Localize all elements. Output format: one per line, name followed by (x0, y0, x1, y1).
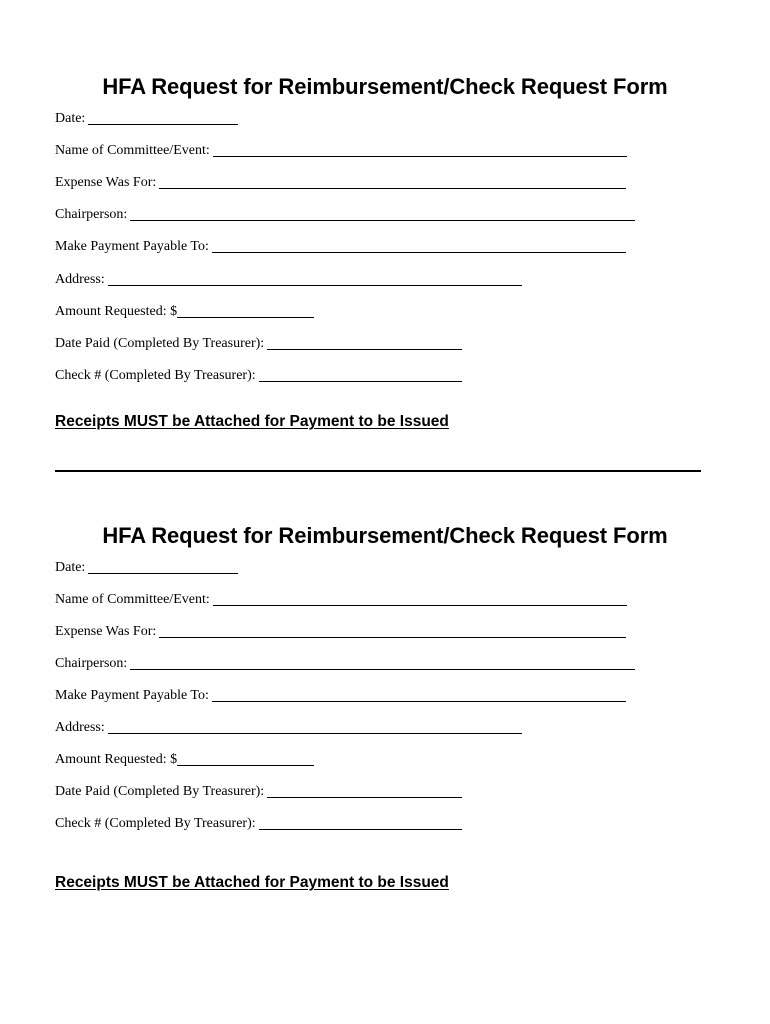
amount-field (55, 748, 314, 769)
expense-blank[interactable] (159, 174, 626, 189)
address-blank[interactable] (108, 271, 522, 286)
date-field (55, 556, 238, 577)
date-paid-label: Date Paid (Completed By Treasurer): (55, 784, 265, 799)
date-paid-field (55, 780, 462, 801)
amount-label: Amount Requested: $ (55, 752, 178, 767)
committee-blank[interactable] (213, 142, 627, 157)
date-label: Date: (55, 111, 86, 126)
payable-label: Make Payment Payable To: (55, 688, 209, 703)
expense-blank[interactable] (159, 623, 626, 638)
address-field (55, 716, 522, 737)
amount-field (55, 300, 314, 321)
request-form-2 (0, 520, 770, 552)
date-blank[interactable] (88, 559, 238, 574)
address-blank[interactable] (108, 719, 522, 734)
date-paid-field (55, 332, 462, 353)
form-title: HFA Request for Reimbursement/Check Request Form (102, 523, 668, 548)
date-field (55, 107, 238, 128)
date-paid-blank[interactable] (267, 335, 462, 350)
request-form-1 (0, 71, 770, 103)
check-number-blank[interactable] (259, 367, 462, 382)
receipts-notice: Receipts MUST be Attached for Payment to be Issued (55, 413, 449, 430)
committee-label: Name of Committee/Event: (55, 592, 210, 607)
address-label: Address: (55, 272, 105, 287)
chairperson-label: Chairperson: (55, 207, 128, 222)
check-number-label: Check # (Completed By Treasurer): (55, 368, 256, 383)
receipts-notice: Receipts MUST be Attached for Payment to be Issued (55, 874, 449, 891)
form-title: HFA Request for Reimbursement/Check Request Form (102, 74, 668, 99)
expense-field (55, 620, 626, 641)
section-divider (55, 470, 701, 472)
expense-label: Expense Was For: (55, 175, 157, 190)
chairperson-field (55, 652, 635, 673)
date-blank[interactable] (88, 110, 238, 125)
date-paid-blank[interactable] (267, 783, 462, 798)
date-paid-label: Date Paid (Completed By Treasurer): (55, 336, 265, 351)
check-number-field (55, 812, 462, 833)
payable-blank[interactable] (212, 238, 626, 253)
committee-field (55, 588, 627, 609)
payable-label: Make Payment Payable To: (55, 239, 209, 254)
chairperson-blank[interactable] (130, 206, 635, 221)
chairperson-label: Chairperson: (55, 656, 128, 671)
payable-blank[interactable] (212, 687, 626, 702)
amount-blank[interactable] (177, 303, 314, 318)
chairperson-blank[interactable] (130, 655, 635, 670)
committee-label: Name of Committee/Event: (55, 143, 210, 158)
chairperson-field (55, 203, 635, 224)
amount-label: Amount Requested: $ (55, 304, 178, 319)
check-number-label: Check # (Completed By Treasurer): (55, 816, 256, 831)
check-number-field (55, 364, 462, 385)
expense-field (55, 171, 626, 192)
committee-blank[interactable] (213, 591, 627, 606)
expense-label: Expense Was For: (55, 624, 157, 639)
check-number-blank[interactable] (259, 815, 462, 830)
payable-field (55, 684, 626, 705)
committee-field (55, 139, 627, 160)
date-label: Date: (55, 560, 86, 575)
amount-blank[interactable] (177, 751, 314, 766)
payable-field (55, 235, 626, 256)
address-label: Address: (55, 720, 105, 735)
address-field (55, 268, 522, 289)
